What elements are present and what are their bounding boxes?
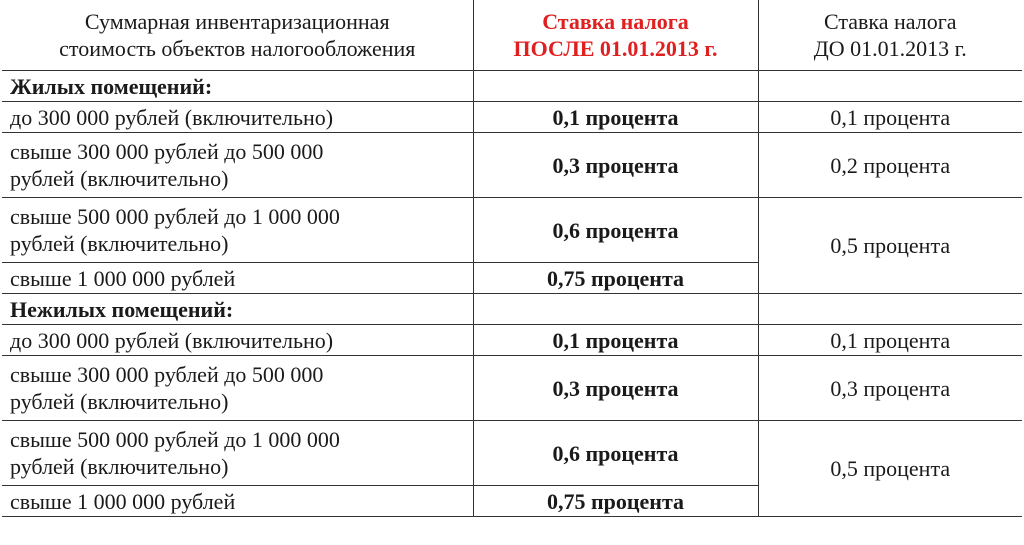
empty-cell bbox=[473, 71, 758, 102]
table-row bbox=[2, 421, 1022, 486]
rate-before: 0,3 процента bbox=[758, 356, 1022, 421]
value-range bbox=[2, 356, 473, 421]
value-range-line2: рублей (включительно) bbox=[10, 166, 229, 191]
header-rate-before-line2: ДО 01.01.2013 г. bbox=[813, 36, 967, 61]
rate-after: 0,6 процента bbox=[473, 421, 758, 486]
header-rate-after-line1: Ставка налога bbox=[542, 9, 689, 34]
value-range-line1: свыше 300 000 рублей до 500 000 bbox=[10, 139, 324, 164]
empty-cell bbox=[758, 294, 1022, 325]
rate-after: 0,3 процента bbox=[473, 133, 758, 198]
value-range: до 300 000 рублей (включительно) bbox=[2, 102, 473, 133]
value-range-line1: свыше 500 000 рублей до 1 000 000 bbox=[10, 427, 340, 452]
header-row bbox=[2, 0, 1022, 71]
header-total-value-line2: стоимость объектов налогообложения bbox=[59, 36, 416, 61]
value-range bbox=[2, 421, 473, 486]
value-range-line2: рублей (включительно) bbox=[10, 389, 229, 414]
rate-after: 0,1 процента bbox=[473, 325, 758, 356]
rate-before: 0,5 процента bbox=[758, 198, 1022, 294]
rate-after: 0,3 процента bbox=[473, 356, 758, 421]
value-range-line1: свыше 300 000 рублей до 500 000 bbox=[10, 362, 324, 387]
empty-cell bbox=[473, 294, 758, 325]
section-row-residential bbox=[2, 71, 1022, 102]
value-range: свыше 1 000 000 рублей bbox=[2, 263, 473, 294]
rate-after: 0,6 процента bbox=[473, 198, 758, 263]
header-rate-after-line2: ПОСЛЕ 01.01.2013 г. bbox=[513, 36, 718, 61]
rate-before: 0,1 процента bbox=[758, 325, 1022, 356]
rate-before: 0,5 процента bbox=[758, 421, 1022, 517]
table-row bbox=[2, 198, 1022, 263]
tax-rate-table bbox=[2, 0, 1022, 517]
value-range-line2: рублей (включительно) bbox=[10, 231, 229, 256]
value-range bbox=[2, 198, 473, 263]
table-row bbox=[2, 133, 1022, 198]
value-range-line1: свыше 500 000 рублей до 1 000 000 bbox=[10, 204, 340, 229]
section-title: Жилых помещений: bbox=[2, 71, 473, 102]
rate-before: 0,1 процента bbox=[758, 102, 1022, 133]
value-range-line2: рублей (включительно) bbox=[10, 454, 229, 479]
empty-cell bbox=[758, 71, 1022, 102]
header-rate-after bbox=[473, 0, 758, 71]
table-row bbox=[2, 356, 1022, 421]
rate-after: 0,1 процента bbox=[473, 102, 758, 133]
header-total-value-line1: Суммарная инвентаризационная bbox=[84, 9, 390, 34]
header-rate-before-line1: Ставка налога bbox=[823, 9, 957, 34]
header-rate-before bbox=[758, 0, 1022, 71]
table-row bbox=[2, 325, 1022, 356]
table-row bbox=[2, 102, 1022, 133]
value-range: свыше 1 000 000 рублей bbox=[2, 486, 473, 517]
rate-before: 0,2 процента bbox=[758, 133, 1022, 198]
rate-after: 0,75 процента bbox=[473, 263, 758, 294]
header-total-value bbox=[2, 0, 473, 71]
section-title: Нежилых помещений: bbox=[2, 294, 473, 325]
value-range bbox=[2, 133, 473, 198]
value-range: до 300 000 рублей (включительно) bbox=[2, 325, 473, 356]
section-row-non-residential bbox=[2, 294, 1022, 325]
rate-after: 0,75 процента bbox=[473, 486, 758, 517]
